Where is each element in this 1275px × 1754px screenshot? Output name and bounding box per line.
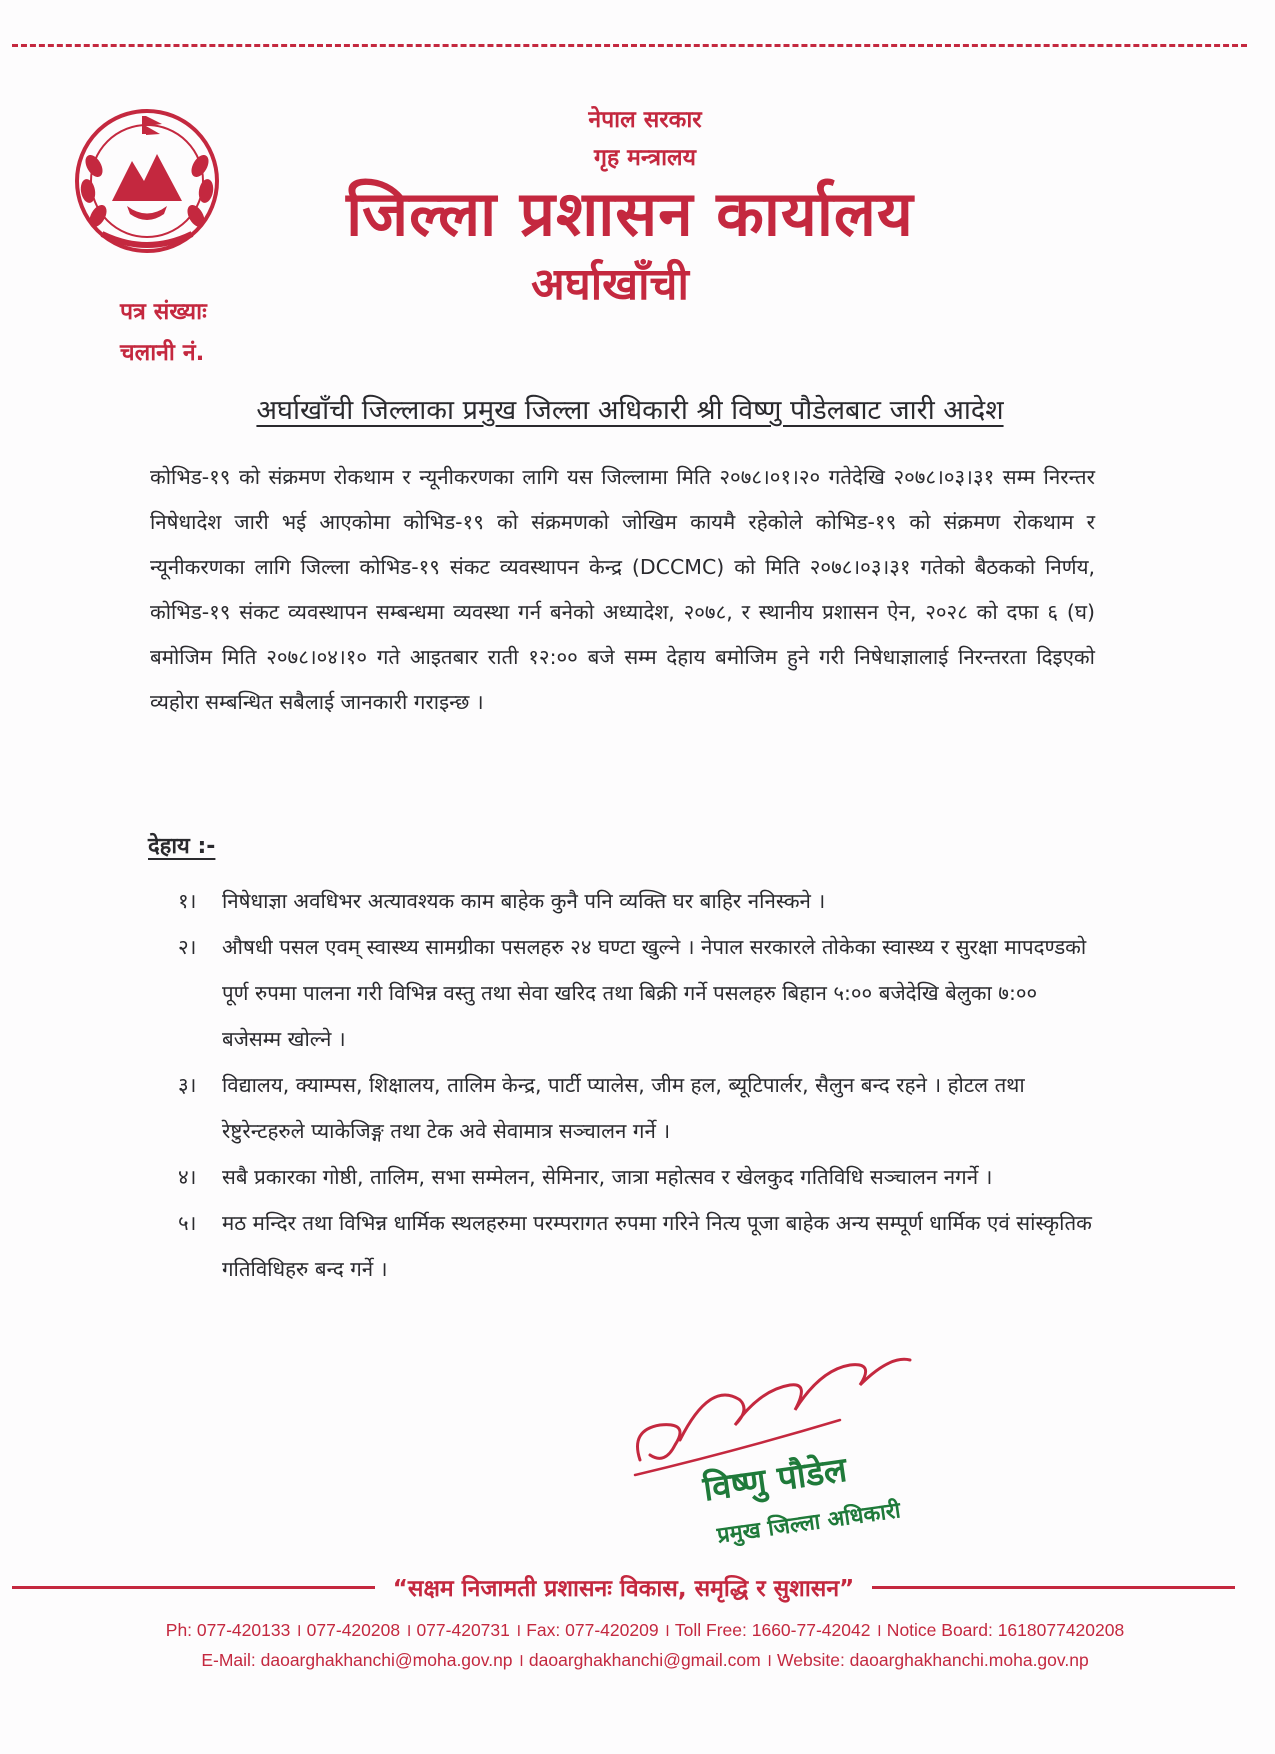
- footer-rule-left: [12, 1586, 375, 1589]
- list-item: [178, 1154, 1098, 1200]
- document-subject: अर्घाखाँची जिल्लाका प्रमुख जिल्ला अधिकारी श्री विष्णु पौडेलबाट जारी आदेश: [256, 395, 1004, 426]
- footer-motto-row: [12, 1570, 1235, 1604]
- order-points-list: [178, 878, 1098, 1292]
- point-number: ५।: [178, 1211, 197, 1235]
- point-text: औषधी पसल एवम् स्वास्थ्य सामग्रीका पसलहरु २४ घण्टा खुल्ने । नेपाल सरकारले तोकेका स्वास्थ्य र सुरक्षा मापदण्डको पूर्ण रुपमा पालना गरी विभिन्न वस्तु तथा सेवा खरिद तथा बिक्री गर्ने पसलहरु बिहान ५:०० बजेदेखि बेलुका ७:०० बजेसम्म खोल्ने ।: [222, 935, 1087, 1051]
- list-item: [178, 924, 1098, 1062]
- office-title: जिल्ला प्रशासन कार्यालय: [346, 177, 914, 250]
- point-number: १।: [178, 889, 197, 913]
- point-number: २।: [178, 935, 197, 959]
- body-paragraph: कोभिड-१९ को संक्रमण रोकथाम र न्यूनीकरणका लागि यस जिल्लामा मिति २०७८।०१।२० गतेदेखि २०७८।०३।३१ सम्म निरन्तर निषेधादेश जारी भई आएकोमा कोभिड-१९ को संक्रमणको जोखिम कायमै रहेकोले कोभिड-१९ को संक्रमण रोकथाम र न्यूनीकरणका लागि जिल्ला कोभिड-१९ संकट व्यवस्थापन केन्द्र (DCCMC) को मिति २०७८।०३।३१ गतेको बैठकको निर्णय, कोभिड-१९ संकट व्यवस्थापन सम्बन्धमा व्यवस्था गर्न बनेको अध्यादेश, २०७८, र स्थानीय प्रशासन ऐन, २०२८ को दफा ६ (घ) बमोजिम मिति २०७८।०४।१० गते आइतबार राती १२:०० बजे सम्म देहाय बमोजिम हुने गरी निषेधाज्ञालाई निरन्तरता दिइएको व्यहोरा सम्बन्धित सबैलाई जानकारी गराइन्छ ।: [150, 465, 1095, 714]
- point-number: ३।: [178, 1073, 197, 1097]
- letter-number-label: पत्र संख्याः: [120, 299, 207, 325]
- nepal-government-emblem-icon: [72, 106, 222, 256]
- top-border-rule: [12, 44, 1247, 47]
- ministry-name: गृह मन्त्रालय: [594, 145, 696, 171]
- list-item: [178, 1200, 1098, 1292]
- signatory-title: प्रमुख जिल्ला अधिकारी: [715, 1498, 903, 1549]
- dispatch-number-label: चलानी नं.: [120, 340, 205, 366]
- dehay-heading: देहाय :-: [148, 834, 216, 859]
- point-text: विद्यालय, क्याम्पस, शिक्षालय, तालिम केन्द्र, पार्टी प्यालेस, जीम हल, ब्यूटिपार्लर, सैलुन बन्द रहने । होटल तथा रेष्टुरेन्टहरुले प्याकेजिङ्ग तथा टेक अवे सेवामात्र सञ्चालन गर्ने ।: [222, 1073, 1025, 1143]
- contact-email-line: E-Mail: daoarghakhanchi@moha.gov.np । daoarghakhanchi@gmail.com । Website: daoarghakhanchi.moha.gov.np: [201, 1650, 1089, 1670]
- footer-rule-right: [872, 1586, 1235, 1589]
- government-name: नेपाल सरकार: [588, 107, 702, 133]
- point-text: मठ मन्दिर तथा विभिन्न धार्मिक स्थलहरुमा परम्परागत रुपमा गरिने नित्य पूजा बाहेक अन्य सम्पूर्ण धार्मिक एवं सांस्कृतिक गतिविधिहरु बन्द गर्ने ।: [222, 1211, 1092, 1281]
- footer-motto: “सक्षम निजामती प्रशासनः विकास, समृद्धि र सुशासन”: [392, 1576, 855, 1602]
- list-item: [178, 1062, 1098, 1154]
- signatory-name: विष्णु पौडेल: [700, 1449, 850, 1510]
- point-text: सबै प्रकारका गोष्ठी, तालिम, सभा सम्मेलन, सेमिनार, जात्रा महोत्सव र खेलकुद गतिविधि सञ्चालन नगर्ने ।: [222, 1165, 993, 1189]
- list-item: [178, 878, 1098, 924]
- point-number: ४।: [178, 1165, 197, 1189]
- district-name: अर्घाखाँची: [531, 259, 689, 310]
- contact-phone-line: Ph: 077-420133 । 077-420208 । 077-420731 । Fax: 077-420209 । Toll Free: 1660-77-42042 । Notice Board: 1618077420208: [165, 1620, 1125, 1640]
- point-text: निषेधाज्ञा अवधिभर अत्यावश्यक काम बाहेक कुनै पनि व्यक्ति घर बाहिर ननिस्कने ।: [222, 889, 826, 913]
